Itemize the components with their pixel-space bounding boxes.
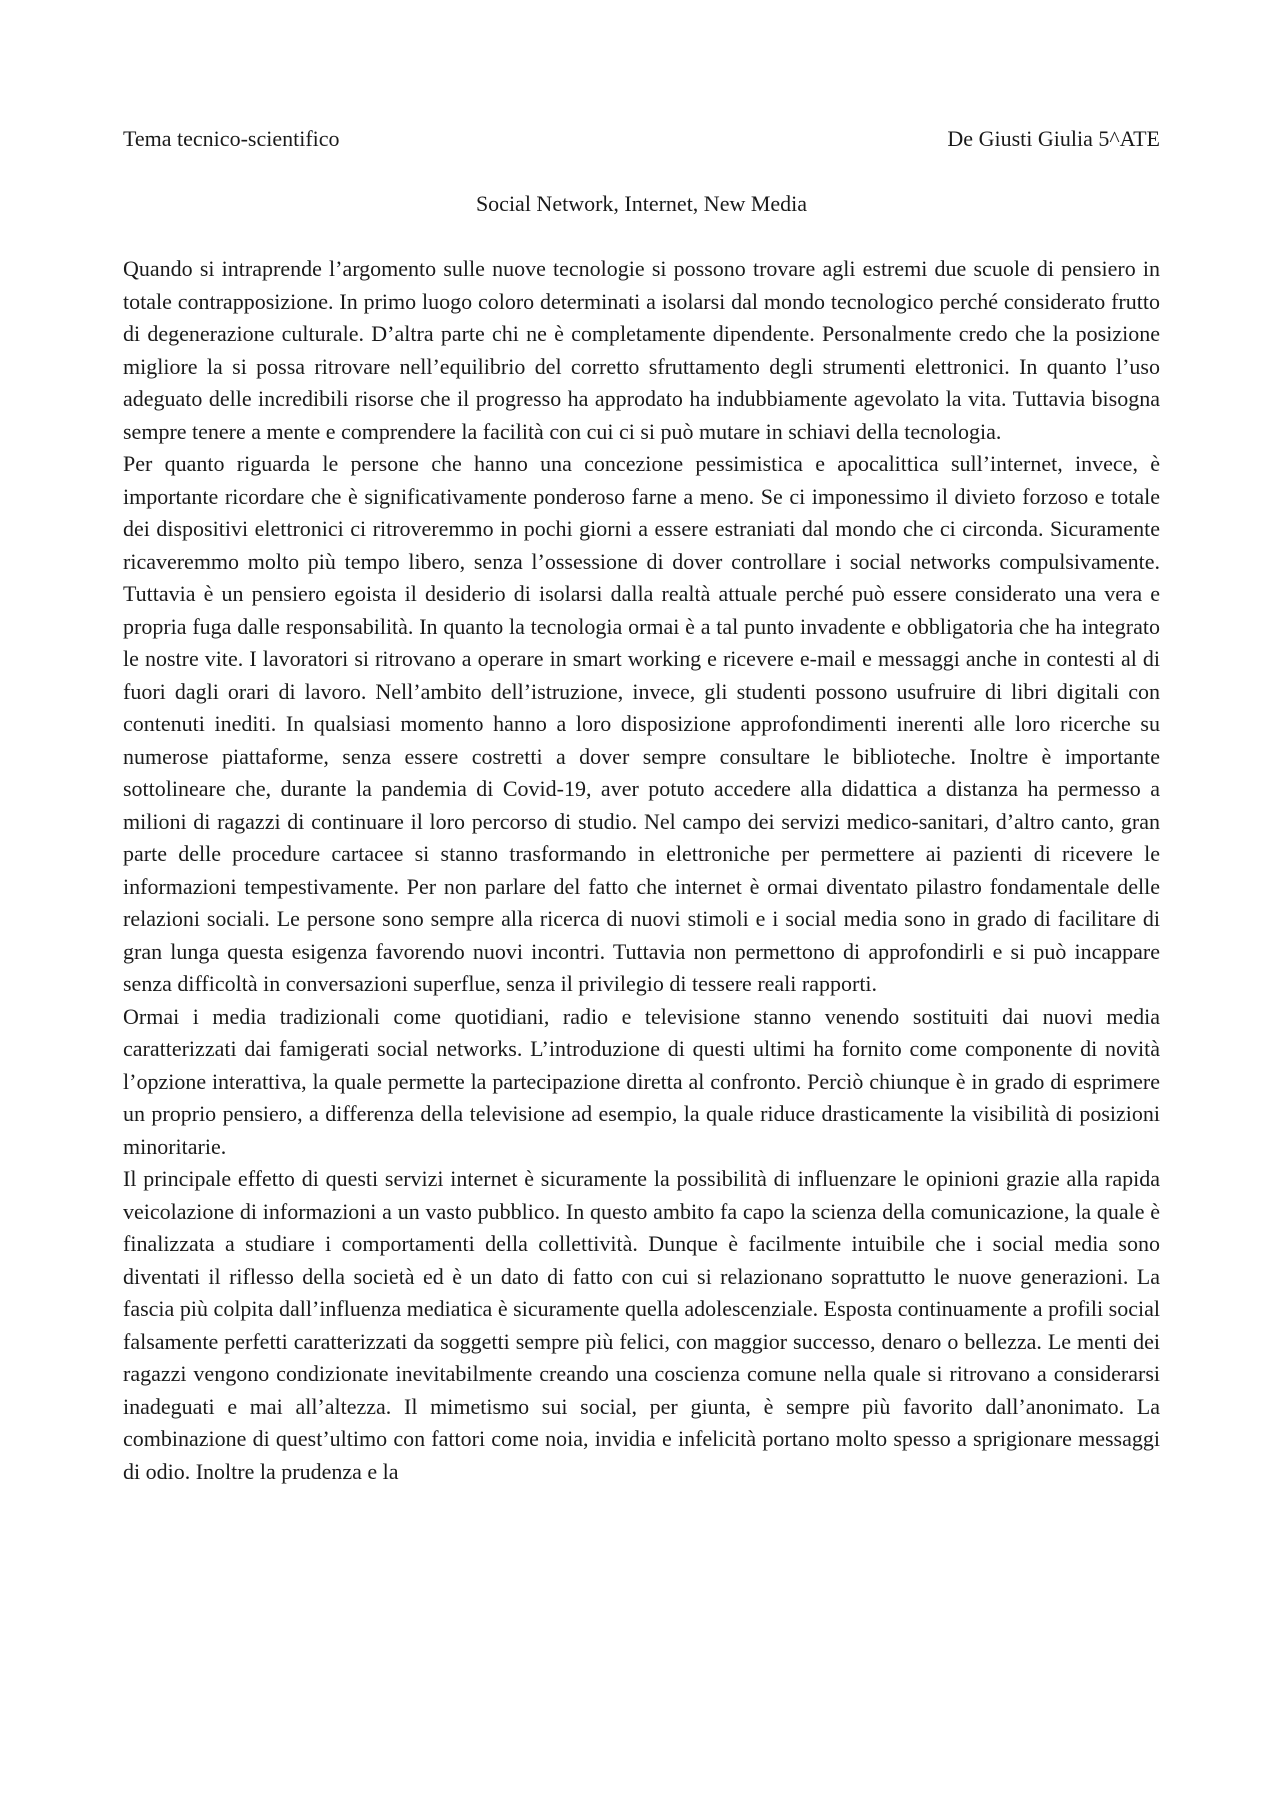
paragraph: Per quanto riguarda le persone che hanno una concezione pessimistica e apocalittica sull’internet, invece, è importante ricordare che è significativamente ponderoso farne a meno. Se ci imponessimo il divieto forzoso e totale dei dispositivi elettronici ci ritroveremmo in pochi giorni a essere estraniati dal mondo che ci circonda. Sicuramente ricaveremmo molto più tempo libero, senza l’ossessione di dover controllare i social networks compulsivamente. Tuttavia è un pensiero egoista il desiderio di isolarsi dalla realtà attuale perché può essere considerato una vera e propria fuga dalle responsabilità. In quanto la tecnologia ormai è a tal punto invadente e obbligatoria che ha integrato le nostre vite. I lavoratori si ritrovano a operare in smart working e ricevere e-mail e messaggi anche in contesti al di fuori dagli orari di lavoro. Nell’ambito dell’istruzione, invece, gli studenti possono usufruire di libri digitali con contenuti inediti. In qualsiasi momento hanno a loro disposizione approfondimenti inerenti alle loro ricerche su numerose piattaforme, senza essere costretti a dover sempre consultare le biblioteche. Inoltre è importante sottolineare che, durante la pandemia di Covid-19, aver potuto accedere alla didattica a distanza ha permesso a milioni di ragazzi di continuare il loro percorso di studio. Nel campo dei servizi medico-sanitari, d’altro canto, gran parte delle procedure cartacee si stanno trasformando in elettroniche per permettere ai pazienti di ricevere le informazioni tempestivamente. Per non parlare del fatto che internet è ormai diventato pilastro fondamentale delle relazioni sociali. Le persone sono sempre alla ricerca di nuovi stimoli e i social media sono in grado di facilitare di gran lunga questa esigenza favorendo nuovi incontri. Tuttavia non permettono di approfondirli e si può incappare senza difficoltà in conversazioni superflue, senza il privilegio di tessere reali rapporti. [123,451,1160,996]
paragraph: Quando si intraprende l’argomento sulle nuove tecnologie si possono trovare agli estremi due scuole di pensiero in totale contrapposizione. In primo luogo coloro determinati a isolarsi dal mondo tecnologico perché considerato frutto di degenerazione culturale. D’altra parte chi ne è completamente dipendente. Personalmente credo che la posizione migliore la si possa ritrovare nell’equilibrio del corretto sfruttamento degli strumenti elettronici. In quanto l’uso adeguato delle incredibili risorse che il progresso ha approdato ha indubbiamente agevolato la vita. Tuttavia bisogna sempre tenere a mente e comprendere la facilità con cui ci si può mutare in schiavi della tecnologia. [123,256,1160,444]
paragraph: Il principale effetto di questi servizi internet è sicuramente la possibilità di influenzare le opinioni grazie alla rapida veicolazione di informazioni a un vasto pubblico. In questo ambito fa capo la scienza della comunicazione, la quale è finalizzata a studiare i comportamenti della collettività. Dunque è facilmente intuibile che i social media sono diventati il riflesso della società ed è un dato di fatto con cui si relazionano soprattutto le nuove generazioni. La fascia più colpita dall’influenza mediatica è sicuramente quella adolescenziale. Esposta continuamente a profili social falsamente perfetti caratterizzati da soggetti sempre più felici, con maggior successo, denaro o bellezza. Le menti dei ragazzi vengono condizionate inevitabilmente creando una coscienza comune nella quale si ritrovano a considerarsi inadeguati e mai all’altezza. Il mimetismo sui social, per giunta, è sempre più favorito dall’anonimato. La combinazione di quest’ultimo con fattori come noia, invidia e infelicità portano molto spesso a sprigionare messaggi di odio. Inoltre la prudenza e la [123,1166,1160,1484]
document-header [123,124,1160,154]
document-title: Social Network, Internet, New Media [475,191,808,216]
document-body [123,253,1160,1488]
author-name: De Giusti Giulia 5^ATE [947,126,1160,151]
assignment-type: Tema tecnico-scientifico [123,126,340,151]
paragraph: Ormai i media tradizionali come quotidiani, radio e televisione stanno venendo sostituiti dai nuovi media caratterizzati dai famigerati social networks. L’introduzione di questi ultimi ha fornito come componente di novità l’opzione interattiva, la quale permette la partecipazione diretta al confronto. Perciò chiunque è in grado di esprimere un proprio pensiero, a differenza della televisione ad esempio, la quale riduce drasticamente la visibilità di posizioni minoritarie. [123,1003,1160,1159]
